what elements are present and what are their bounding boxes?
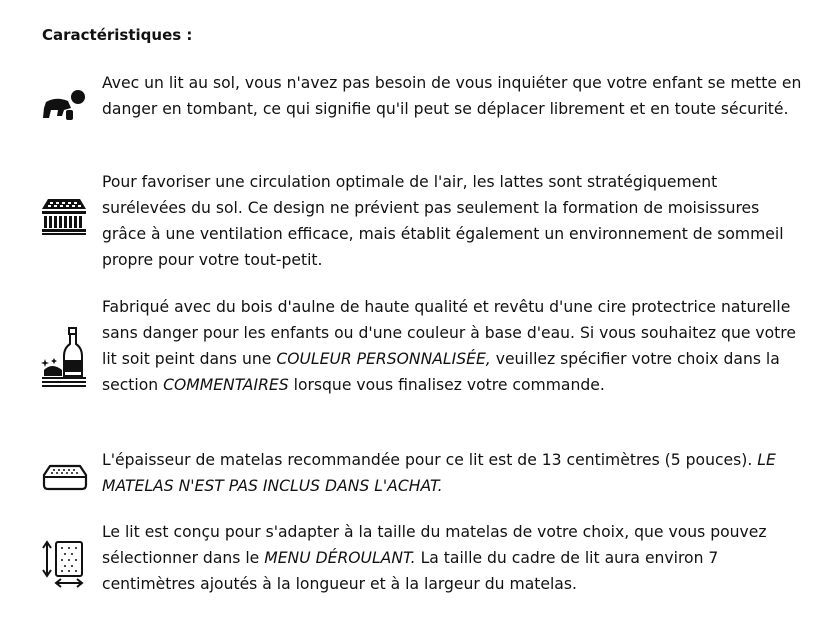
feature-text xyxy=(102,294,802,398)
feature-text-part: Le lit est conçu pour s'adapter à la taille du matelas de votre choix, que vous pouvez sélectionner dans le xyxy=(102,523,767,567)
feature-text: Avec un lit au sol, vous n'avez pas besoin de vous inquiéter que votre enfant se mette en danger en tombant, ce qui signifie qu'il peut se déplacer librement et en toute sécurité. xyxy=(102,74,802,118)
mattress-not-included-emphasis: LE MATELAS N'EST PAS INCLUS DANS L'ACHAT. xyxy=(102,451,776,495)
feature-text-part: L'épaisseur de matelas recommandée pour ce lit est de 13 centimètres (5 pouces). xyxy=(102,451,758,469)
feature-text: Pour favoriser une circulation optimale de l'air, les lattes sont stratégiquement surélevées du sol. Ce design ne prévient pas seulement la formation de moisissures grâce à une ventilation efficace, mais établit également un environnement de sommeil propre pour votre tout-petit. xyxy=(102,173,784,269)
section-heading: Caractéristiques : xyxy=(42,26,193,44)
comments-emphasis: COMMENTAIRES xyxy=(163,376,289,394)
mattress-icon xyxy=(40,463,90,513)
wood-finish-bottle-icon xyxy=(40,326,90,376)
feature-text-part: Fabriqué avec du bois d'aulne de haute qualité et revêtu d'une cire protectrice naturelle sans danger pour les enfants ou d'une couleur à base d'eau. Si vous souhaitez que votre lit soit peint dans une xyxy=(102,298,796,368)
slatted-base-icon xyxy=(40,195,90,245)
feature-text-part: lorsque vous finalisez votre commande. xyxy=(288,376,605,394)
dropdown-menu-emphasis: MENU DÉROULANT. xyxy=(264,549,416,567)
feature-text xyxy=(102,447,802,499)
crawling-baby-icon xyxy=(40,88,90,138)
mattress-dimensions-icon xyxy=(40,539,90,589)
feature-text-part: La taille du cadre de lit aura environ 7 centimètres ajoutés à la longueur et à la largeur du matelas. xyxy=(102,549,719,593)
feature-text xyxy=(102,519,802,597)
custom-color-emphasis: COULEUR PERSONNALISÉE, xyxy=(276,350,491,368)
feature-text-part: veuillez spécifier votre choix dans la section xyxy=(102,350,780,394)
